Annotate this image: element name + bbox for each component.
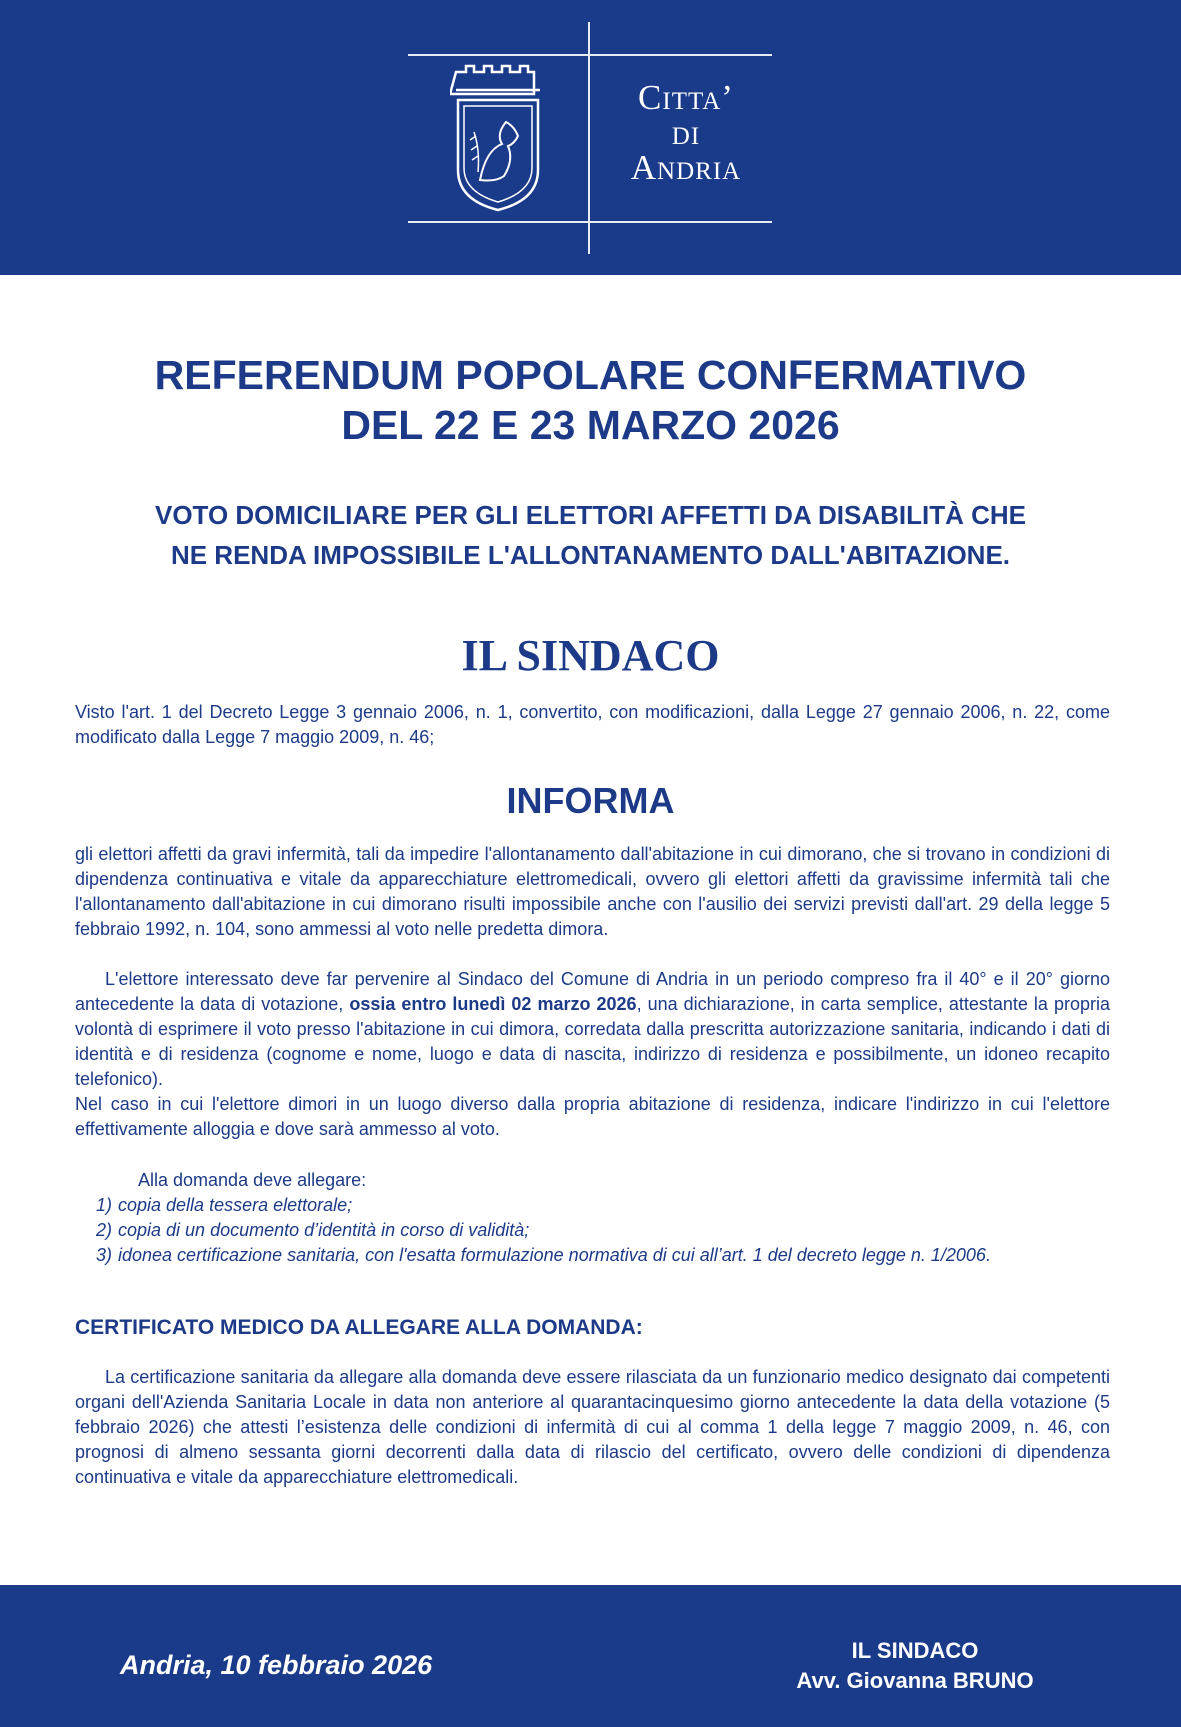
- document-title: [0, 350, 1181, 450]
- allegati-list: [96, 1193, 991, 1268]
- subtitle-line2: NE RENDA IMPOSSIBILE L'ALLONTANAMENTO DALL'ABITAZIONE.: [170, 540, 1011, 570]
- list-item-text: copia di un documento d’identità in corso di validità;: [118, 1220, 530, 1240]
- city-name-line3: Andria: [630, 148, 742, 187]
- visto-paragraph: Visto l'art. 1 del Decreto Legge 3 gennaio 2006, n. 1, convertito, con modificazioni, dalla Legge 27 gennaio 2006, n. 22, come modificato dalla Legge 7 maggio 2009, n. 46;: [75, 702, 1110, 747]
- informa-paragraph-1: gli elettori affetti da gravi infermità, tali da impedire l'allontanamento dall'abitazione in cui dimorano, che si trovano in condizioni di dipendenza continuativa e vitale da apparecchiature elettromedicali, ovvero gli elettori affetti da gravissime infermità tali che l'allontanamento dall'abitazione in cui dimorano risulti impossibile anche con l'ausilio dei servizi previsti dall'art. 29 della legge 5 febbraio 1992, n. 104, sono ammessi al voto nelle predetta dimora.: [75, 844, 1110, 939]
- allegati-intro: Alla domanda deve allegare:: [138, 1170, 367, 1190]
- list-item-text: idonea certificazione sanitaria, con l'esatta formulazione normativa di cui all’art. 1 del decreto legge n. 1/2006.: [118, 1245, 991, 1265]
- list-item: [96, 1243, 991, 1268]
- title-line2: DEL 22 E 23 MARZO 2026: [341, 402, 840, 448]
- city-crest-icon: [450, 62, 546, 212]
- list-item: [96, 1218, 991, 1243]
- list-item-number: 3): [96, 1245, 113, 1265]
- signature-name: Avv. Giovanna BRUNO: [796, 1668, 1034, 1693]
- city-name: [606, 80, 766, 185]
- list-item: [96, 1193, 991, 1218]
- city-name-line2: di: [671, 113, 701, 152]
- informa-heading: INFORMA: [506, 780, 675, 821]
- document-subtitle: [0, 495, 1181, 575]
- list-item-text: copia della tessera elettorale;: [118, 1195, 353, 1215]
- place-date: Andria, 10 febbraio 2026: [120, 1650, 433, 1680]
- certificato-paragraph: La certificazione sanitaria da allegare alla domanda deve essere rilasciata da un funzionario medico designato dai competenti organi dell'Azienda Sanitaria Locale in data non anteriore al quarantacinquesimo giorno antecedente la data della votazione (5 febbraio 2026) che attesti l’esistenza delle condizioni di infermità di cui al comma 1 della legge 7 maggio 2009, n. 46, con prognosi di almeno sessanta giorni decorrenti dalla data di rilascio del certificato, ovvero delle condizioni di dipendenza continuativa e vitale da apparecchiature elettromedicali.: [75, 1367, 1110, 1487]
- city-name-line1: Citta’: [638, 78, 734, 117]
- informa-paragraph-2: [75, 967, 1110, 1092]
- title-line1: REFERENDUM POPOLARE CONFERMATIVO: [154, 352, 1027, 398]
- sindaco-heading: IL SINDACO: [461, 631, 720, 680]
- p2-text-before: L'elettore interessato deve far pervenire al Sindaco del Comune di Andria in un periodo compreso fra il 40° e il 20° giorno antecedente la data di votazione,: [75, 969, 1110, 1014]
- logo-top-rule: [408, 54, 772, 56]
- signature-block: [760, 1636, 1070, 1696]
- p2-text-after: , una dichiarazione, in carta semplice, attestante la propria volontà di esprimere il voto presso l'abitazione in cui dimora, corredata dalla prescritta autorizzazione sanitaria, indicando i dati di identità e di residenza (cognome e nome, luogo e data di nascita, indirizzo di residenza e possibilmente, un idoneo recapito telefonico).: [75, 994, 1111, 1089]
- informa-paragraph-3: Nel caso in cui l'elettore dimori in un luogo diverso dalla propria abitazione di residenza, indicare l'indirizzo in cui l'elettore effettivamente alloggia e dove sarà ammesso al voto.: [75, 1094, 1110, 1139]
- list-item-number: 2): [96, 1220, 113, 1240]
- header-band: [0, 0, 1181, 275]
- logo-bottom-rule: [408, 221, 772, 223]
- signature-title: IL SINDACO: [851, 1638, 979, 1663]
- list-item-number: 1): [96, 1195, 113, 1215]
- subtitle-line1: VOTO DOMICILIARE PER GLI ELETTORI AFFETTI DA DISABILITÀ CHE: [154, 500, 1026, 530]
- p2-deadline: ossia entro lunedì 02 marzo 2026: [349, 994, 637, 1014]
- certificato-heading: CERTIFICATO MEDICO DA ALLEGARE ALLA DOMANDA:: [75, 1316, 643, 1339]
- logo-divider: [588, 22, 590, 254]
